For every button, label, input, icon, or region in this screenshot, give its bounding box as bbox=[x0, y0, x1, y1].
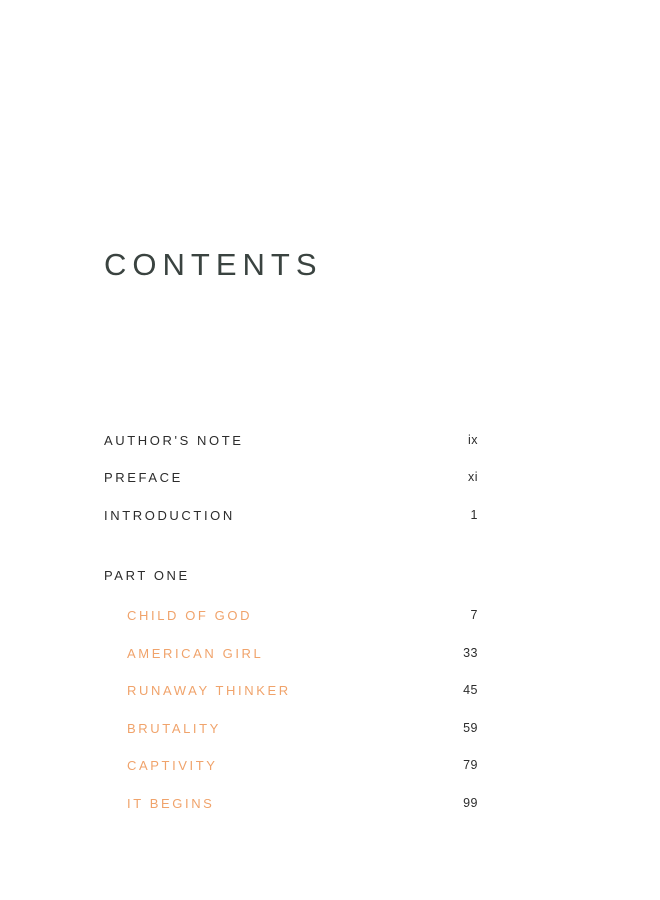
toc-chapter-captivity[interactable] bbox=[127, 755, 478, 775]
toc-entry-page: xi bbox=[467, 470, 478, 484]
toc-entry-page: ix bbox=[467, 433, 478, 447]
toc-chapter-label: RUNAWAY THINKER bbox=[127, 682, 291, 698]
toc-chapter-label: AMERICAN GIRL bbox=[127, 645, 264, 661]
toc-entry-page: 1 bbox=[470, 508, 478, 522]
page-title: CONTENTS bbox=[104, 247, 323, 282]
toc-chapter-page: 7 bbox=[470, 608, 478, 622]
toc-entry-preface[interactable] bbox=[104, 467, 478, 487]
toc-chapter-page: 59 bbox=[463, 721, 478, 735]
toc-chapter-label: IT BEGINS bbox=[127, 795, 215, 811]
toc-entry-authors-note[interactable] bbox=[104, 430, 478, 450]
toc-chapter-it-begins[interactable] bbox=[127, 793, 478, 813]
toc-chapter-label: BRUTALITY bbox=[127, 720, 221, 736]
toc-chapter-page: 33 bbox=[463, 646, 478, 660]
toc-chapter-page: 79 bbox=[463, 758, 478, 772]
toc-entry-label: INTRODUCTION bbox=[104, 507, 235, 523]
part-heading: PART ONE bbox=[104, 568, 190, 583]
toc-entry-label: AUTHOR'S NOTE bbox=[104, 432, 244, 448]
toc-chapter-child-of-god[interactable] bbox=[127, 605, 478, 625]
toc-chapter-american-girl[interactable] bbox=[127, 643, 478, 663]
toc-chapter-page: 99 bbox=[463, 796, 478, 810]
toc-chapter-brutality[interactable] bbox=[127, 718, 478, 738]
toc-chapter-runaway-thinker[interactable] bbox=[127, 680, 478, 700]
toc-entry-label: PREFACE bbox=[104, 469, 183, 485]
toc-chapter-label: CHILD OF GOD bbox=[127, 607, 253, 623]
toc-chapter-label: CAPTIVITY bbox=[127, 757, 218, 773]
toc-entry-introduction[interactable] bbox=[104, 505, 478, 525]
toc-chapter-page: 45 bbox=[463, 683, 478, 697]
